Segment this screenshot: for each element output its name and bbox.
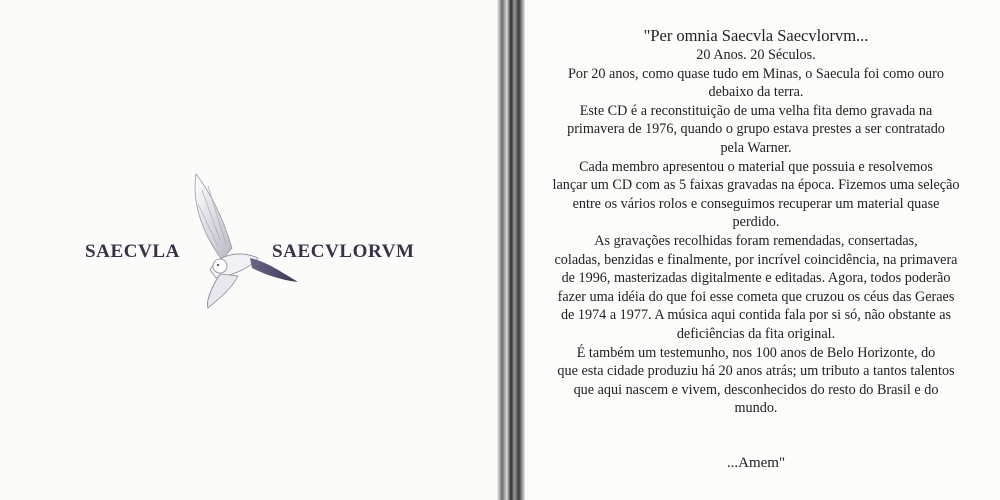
liner-line: "Per omnia Saecvla Saecvlorvm...	[643, 26, 869, 45]
liner-line: 20 Anos. 20 Séculos.	[696, 47, 816, 63]
liner-line: primavera de 1976, quando o grupo estava prestes a ser contratado	[567, 121, 945, 138]
band-title-left: SAECVLA	[85, 241, 180, 262]
band-title-right: SAECVLORVM	[272, 241, 415, 262]
liner-line: fazer uma idéia do que foi esse cometa que cruzou os céus das Geraes	[557, 288, 955, 305]
booklet-spine	[497, 0, 525, 500]
liner-line: que aqui nascem e vivem, desconhecidos do resto do Brasil e do	[573, 381, 939, 398]
cover-panel	[0, 0, 497, 500]
liner-line: coladas, benzidas e finalmente, por incrível coincidência, na primavera	[554, 251, 958, 268]
liner-notes-text	[536, 26, 976, 418]
closing-line: ...Amem"	[726, 455, 786, 471]
liner-line: que esta cidade produziu há 20 anos atrás; um tributo a tantos talentos	[557, 363, 955, 380]
liner-line: As gravações recolhidas foram remendadas, consertadas,	[594, 232, 918, 249]
liner-line: deficiências da fita original.	[676, 325, 836, 342]
liner-line: É também um testemunho, nos 100 anos de Belo Horizonte, do	[576, 344, 936, 361]
liner-line: Cada membro apresentou o material que possuia e resolvemos	[579, 158, 933, 175]
liner-line: de 1996, masterizadas digitalmente e editadas. Agora, todos poderão	[561, 270, 951, 287]
liner-line: entre os vários rolos e conseguimos recuperar um material quase	[572, 195, 940, 212]
liner-line: Por 20 anos, como quase tudo em Minas, o Saecula foi como ouro	[568, 65, 944, 82]
flying-bird-icon	[180, 170, 300, 310]
liner-line: pela Warner.	[720, 139, 792, 156]
liner-line: mundo.	[734, 400, 778, 417]
liner-line: lançar um CD com as 5 faixas gravadas na época. Fizemos uma seleção	[552, 177, 960, 194]
liner-line: debaixo da terra.	[708, 84, 804, 101]
liner-line: perdido.	[732, 214, 780, 231]
liner-line: Este CD é a reconstituição de uma velha fita demo gravada na	[579, 102, 933, 119]
liner-line: de 1974 a 1977. A música aqui contida fala por si só, não obstante as	[560, 307, 952, 324]
